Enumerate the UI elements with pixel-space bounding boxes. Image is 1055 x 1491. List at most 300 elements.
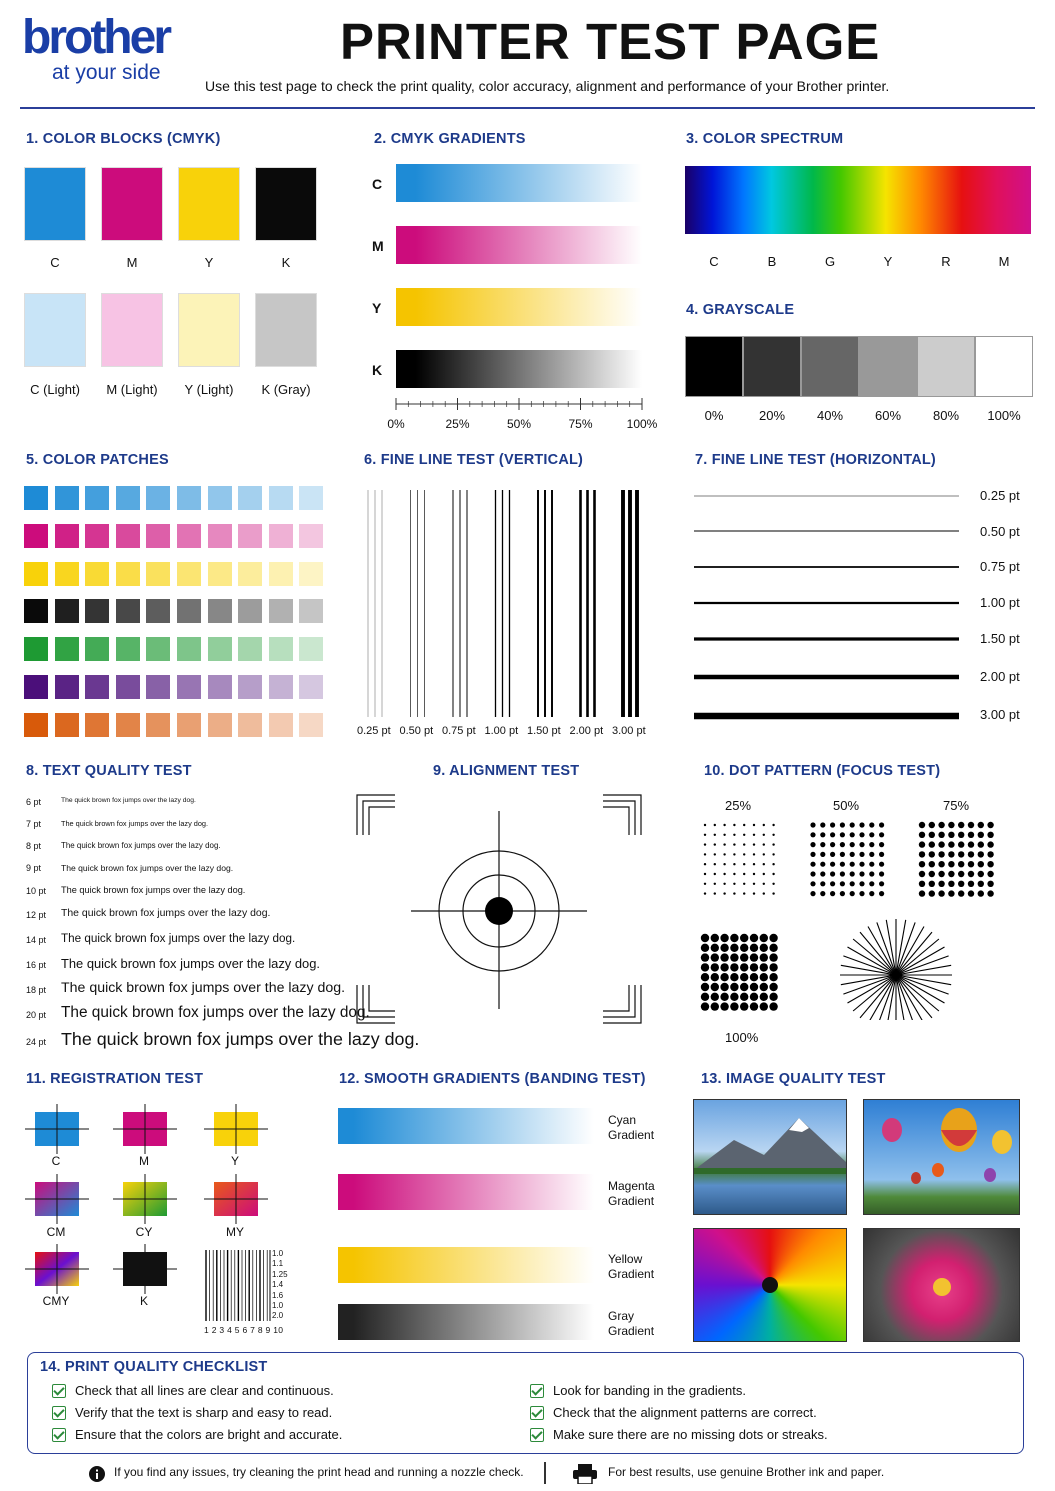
registration-scale-value: 1.6 — [272, 1290, 284, 1300]
color-patch — [269, 524, 293, 548]
focus-dot — [701, 934, 709, 942]
color-patch — [238, 524, 262, 548]
vertical-line-label: 0.75 pt — [442, 725, 476, 737]
focus-dot — [840, 832, 845, 837]
starburst-ray — [896, 975, 915, 1020]
focus-dot — [714, 834, 716, 836]
vertical-lines-chart — [360, 485, 660, 720]
focus-dot — [701, 944, 709, 952]
focus-dot — [978, 832, 984, 838]
cmyk-gradient-bar — [396, 164, 642, 202]
section-title-fine-line-vertical: 6. FINE LINE TEST (VERTICAL) — [364, 452, 584, 468]
focus-dot — [711, 963, 719, 971]
brand-logo — [22, 11, 169, 84]
focus-dot — [720, 1002, 728, 1010]
focus-dot — [720, 934, 728, 942]
focus-dot — [968, 851, 974, 857]
focus-dot — [704, 853, 706, 855]
focus-dot — [772, 883, 774, 885]
registration-label: C — [51, 1154, 61, 1168]
focus-dot — [840, 871, 845, 876]
section-title-checklist: 14. PRINT QUALITY CHECKLIST — [40, 1359, 268, 1375]
focus-dot — [929, 832, 935, 838]
color-patch — [238, 599, 262, 623]
focus-dot — [987, 871, 993, 877]
focus-dot — [740, 973, 748, 981]
focus-dot — [850, 881, 855, 886]
focus-dot — [810, 881, 815, 886]
color-patch — [299, 713, 323, 737]
focus-dot — [879, 862, 884, 867]
focus-dot — [869, 891, 874, 896]
color-patch — [269, 562, 293, 586]
focus-dot — [733, 824, 735, 826]
focus-dot — [987, 841, 993, 847]
focus-dot — [929, 822, 935, 828]
focus-dot — [958, 841, 964, 847]
focus-dot — [987, 832, 993, 838]
smooth-gradient-label-line1: Cyan — [608, 1113, 637, 1127]
focus-dot — [929, 871, 935, 877]
spectrum-label: C — [709, 254, 719, 269]
registration-label: CY — [135, 1225, 153, 1239]
registration-label: Y — [230, 1154, 239, 1168]
grayscale-step — [859, 336, 917, 397]
smooth-gradient-label-line1: Gray — [608, 1309, 635, 1323]
focus-dot — [723, 883, 725, 885]
focus-dot — [733, 853, 735, 855]
gradient-scale-label: 100% — [626, 417, 658, 431]
color-patch — [238, 713, 262, 737]
color-patch — [177, 562, 201, 586]
grayscale-label: 60% — [874, 408, 902, 423]
focus-dot — [968, 890, 974, 896]
text-quality-row — [26, 841, 356, 855]
text-size-label: 6 pt — [26, 797, 42, 807]
focus-dot — [704, 843, 706, 845]
focus-dot — [760, 993, 768, 1001]
brand-name: brother — [22, 11, 169, 64]
focus-dot — [987, 861, 993, 867]
grayscale-label: 80% — [932, 408, 960, 423]
focus-dot — [720, 993, 728, 1001]
color-patch — [55, 486, 79, 510]
color-patch — [146, 599, 170, 623]
checkbox-icon — [530, 1428, 544, 1442]
focus-dot — [701, 973, 709, 981]
color-patch — [269, 486, 293, 510]
focus-dot — [820, 852, 825, 857]
focus-dot — [869, 822, 874, 827]
text-sample: The quick brown fox jumps over the lazy dog. — [61, 863, 234, 873]
color-patch — [238, 486, 262, 510]
text-sample: The quick brown fox jumps over the lazy dog. — [61, 841, 221, 850]
registration-scale-value: 1.4 — [272, 1280, 284, 1290]
registration-label: K — [139, 1294, 148, 1308]
focus-dot — [929, 881, 935, 887]
focus-dot — [929, 851, 935, 857]
focus-dot — [740, 934, 748, 942]
color-patch — [85, 524, 109, 548]
focus-dot — [733, 873, 735, 875]
focus-dot — [859, 891, 864, 896]
color-patch — [299, 675, 323, 699]
focus-dot — [714, 873, 716, 875]
color-patch — [238, 562, 262, 586]
spectrum-label: R — [941, 254, 951, 269]
registration-scale-value: 2.0 — [272, 1311, 284, 1321]
focus-dot — [763, 892, 765, 894]
focus-dot — [850, 832, 855, 837]
focus-dot — [743, 824, 745, 826]
gradient-scale-label: 50% — [506, 417, 532, 431]
focus-dot — [714, 863, 716, 865]
focus-dot — [760, 963, 768, 971]
focus-dot — [810, 822, 815, 827]
registration-label: CM — [46, 1225, 66, 1239]
focus-dot — [760, 1002, 768, 1010]
spectrum-label: B — [767, 254, 777, 269]
section-title-registration: 11. REGISTRATION TEST — [26, 1071, 204, 1087]
text-size-label: 24 pt — [26, 1036, 47, 1047]
color-patch — [116, 637, 140, 661]
focus-dot — [820, 832, 825, 837]
color-patch — [85, 675, 109, 699]
focus-dot — [859, 862, 864, 867]
focus-dot — [919, 832, 925, 838]
focus-dot — [704, 834, 706, 836]
text-sample: The quick brown fox jumps over the lazy dog. — [61, 956, 320, 971]
focus-dot — [938, 861, 944, 867]
focus-dot — [948, 822, 954, 828]
focus-dot — [840, 852, 845, 857]
section-title-image-quality: 13. IMAGE QUALITY TEST — [701, 1071, 886, 1087]
focus-dot — [859, 822, 864, 827]
focus-dot — [869, 832, 874, 837]
color-patch — [116, 713, 140, 737]
gradient-scale-label: 75% — [568, 417, 593, 431]
smooth-gradient-bar — [338, 1247, 594, 1283]
dot-pattern-label: 100% — [725, 1030, 759, 1045]
focus-dot — [919, 871, 925, 877]
focus-dot — [743, 863, 745, 865]
focus-dot — [760, 944, 768, 952]
grayscale-step — [743, 336, 801, 397]
focus-dot — [948, 890, 954, 896]
focus-dot — [968, 822, 974, 828]
text-sample: The quick brown fox jumps over the lazy dog. — [61, 885, 246, 895]
focus-dot — [730, 944, 738, 952]
color-patch — [146, 637, 170, 661]
focus-dot — [730, 1002, 738, 1010]
focus-dot — [820, 891, 825, 896]
focus-dot — [978, 851, 984, 857]
horizontal-line-label: 0.50 pt — [980, 523, 1020, 539]
focus-dot — [763, 883, 765, 885]
focus-dot — [730, 993, 738, 1001]
focus-dot — [750, 934, 758, 942]
spectrum-label: M — [998, 254, 1010, 269]
focus-dot — [730, 963, 738, 971]
focus-dot — [743, 873, 745, 875]
color-patch — [146, 675, 170, 699]
focus-dot — [711, 973, 719, 981]
color-patch — [269, 599, 293, 623]
grayscale-label: 0% — [704, 408, 724, 423]
smooth-gradient-label-line2: Gradient — [608, 1324, 655, 1338]
focus-dot — [704, 892, 706, 894]
grayscale-label: 40% — [816, 408, 844, 423]
color-patch — [24, 675, 48, 699]
cmyk-gradient-bar — [396, 350, 642, 388]
color-patch — [146, 524, 170, 548]
grayscale-label: 20% — [758, 408, 786, 423]
cmyk-gradient-label: Y — [372, 300, 382, 316]
focus-dot — [879, 832, 884, 837]
focus-dot — [714, 843, 716, 845]
color-patch — [24, 599, 48, 623]
focus-dot — [772, 873, 774, 875]
focus-dot — [723, 863, 725, 865]
focus-dot — [753, 892, 755, 894]
vertical-line-label: 0.50 pt — [399, 725, 434, 737]
text-sample: The quick brown fox jumps over the lazy dog. — [61, 1004, 370, 1021]
page-title: PRINTER TEST PAGE — [340, 13, 881, 70]
color-patch — [85, 713, 109, 737]
focus-dot — [840, 862, 845, 867]
focus-dot — [760, 973, 768, 981]
color-block-swatch — [24, 293, 86, 367]
focus-dot — [704, 883, 706, 885]
checkbox-icon — [52, 1406, 66, 1420]
focus-dot — [701, 993, 709, 1001]
focus-dot — [711, 934, 719, 942]
focus-dot — [769, 1002, 777, 1010]
color-block-label: C (Light) — [30, 382, 80, 397]
focus-dot — [978, 861, 984, 867]
focus-dot — [879, 842, 884, 847]
horizontal-line-label: 0.75 pt — [980, 559, 1020, 574]
registration-scale-value: 1.1 — [272, 1259, 284, 1269]
focus-dot — [769, 983, 777, 991]
focus-dot — [919, 890, 925, 896]
color-block-label: Y — [204, 255, 214, 270]
horizontal-line-label: 2.00 pt — [980, 669, 1020, 684]
spectrum-label: G — [824, 254, 836, 269]
color-patch — [299, 524, 323, 548]
focus-dot — [723, 834, 725, 836]
horizontal-lines-chart — [693, 485, 963, 725]
focus-dot — [743, 843, 745, 845]
focus-dot — [753, 853, 755, 855]
horizontal-line-label: 0.25 pt — [980, 488, 1020, 503]
color-patch — [208, 599, 232, 623]
color-block-label: K — [281, 255, 291, 270]
focus-dot — [840, 891, 845, 896]
focus-dot — [850, 871, 855, 876]
color-patch — [238, 637, 262, 661]
text-size-label: 8 pt — [26, 841, 42, 851]
focus-dot — [859, 871, 864, 876]
smooth-gradient-bar — [338, 1304, 594, 1340]
color-patch — [55, 637, 79, 661]
focus-dot — [720, 953, 728, 961]
color-block-swatch — [178, 167, 240, 241]
focus-dot — [763, 853, 765, 855]
focus-dot — [714, 824, 716, 826]
focus-dot — [830, 891, 835, 896]
focus-dot — [810, 862, 815, 867]
cmyk-gradient-label: K — [372, 362, 383, 378]
focus-dot — [740, 953, 748, 961]
pink-lotus-photo — [863, 1228, 1020, 1342]
focus-dot — [820, 871, 825, 876]
focus-dot — [919, 822, 925, 828]
focus-dot — [723, 843, 725, 845]
focus-dot — [958, 861, 964, 867]
focus-dot — [763, 873, 765, 875]
focus-dot — [929, 841, 935, 847]
color-block-swatch — [24, 167, 86, 241]
focus-dot — [733, 892, 735, 894]
smooth-gradient-bar — [338, 1174, 594, 1210]
focus-dot — [753, 863, 755, 865]
focus-dot — [820, 881, 825, 886]
focus-dot — [750, 993, 758, 1001]
text-sample: The quick brown fox jumps over the lazy dog. — [61, 797, 196, 804]
focus-dot — [711, 944, 719, 952]
text-quality-row — [26, 980, 356, 1004]
focus-dot — [968, 832, 974, 838]
color-patch — [116, 562, 140, 586]
focus-dot — [919, 841, 925, 847]
spectrum-label: Y — [883, 254, 893, 269]
focus-dot — [948, 881, 954, 887]
color-patch — [299, 562, 323, 586]
color-block-label: K (Gray) — [261, 382, 311, 397]
color-patch — [55, 599, 79, 623]
focus-dot — [978, 841, 984, 847]
focus-dot — [879, 871, 884, 876]
section-title-color-blocks: 1. COLOR BLOCKS (CMYK) — [26, 131, 221, 147]
color-patch — [208, 713, 232, 737]
focus-dot — [869, 842, 874, 847]
vertical-line-label: 2.00 pt — [569, 725, 604, 737]
focus-dot — [850, 862, 855, 867]
color-patch — [55, 524, 79, 548]
focus-dot — [958, 851, 964, 857]
focus-dot — [948, 871, 954, 877]
registration-scale-numbers: 1 2 3 4 5 6 7 8 9 10 — [204, 1325, 284, 1335]
color-patch — [116, 486, 140, 510]
focus-dot — [859, 852, 864, 857]
text-quality-row — [26, 863, 356, 878]
section-title-color-patches: 5. COLOR PATCHES — [26, 452, 169, 468]
text-quality-row — [26, 797, 356, 809]
focus-dot — [772, 853, 774, 855]
focus-dot — [879, 822, 884, 827]
text-quality-row — [26, 1029, 420, 1059]
color-patch — [269, 637, 293, 661]
registration-label: MY — [226, 1225, 244, 1239]
focus-dot — [740, 944, 748, 952]
smooth-gradient-label-line2: Gradient — [608, 1267, 655, 1281]
focus-dot — [938, 890, 944, 896]
color-block-label: M — [126, 255, 138, 270]
focus-dot — [743, 892, 745, 894]
focus-dot — [859, 881, 864, 886]
focus-dot — [772, 863, 774, 865]
focus-dot — [714, 853, 716, 855]
checklist-item: Ensure that the colors are bright and accurate. — [75, 1427, 343, 1442]
focus-dot — [723, 853, 725, 855]
focus-dot — [701, 983, 709, 991]
focus-dot — [704, 873, 706, 875]
grayscale-label: 100% — [987, 408, 1021, 423]
focus-dot — [753, 883, 755, 885]
color-patch — [177, 713, 201, 737]
focus-dot — [750, 1002, 758, 1010]
color-patch — [208, 524, 232, 548]
text-size-label: 10 pt — [26, 885, 47, 896]
focus-dot — [760, 983, 768, 991]
focus-dot — [711, 953, 719, 961]
focus-dot — [879, 852, 884, 857]
color-patch — [299, 486, 323, 510]
focus-dot — [763, 863, 765, 865]
starburst-ray — [877, 975, 896, 1020]
focus-dot — [958, 890, 964, 896]
focus-dot — [769, 934, 777, 942]
alignment-target — [355, 793, 645, 1025]
focus-dot — [753, 873, 755, 875]
checkbox-icon — [52, 1384, 66, 1398]
color-patch — [116, 524, 140, 548]
registration-scale-value: 1.0 — [272, 1301, 284, 1310]
focus-dot — [810, 842, 815, 847]
focus-dot — [730, 953, 738, 961]
focus-dot — [769, 963, 777, 971]
section-title-fine-line-horizontal: 7. FINE LINE TEST (HORIZONTAL) — [695, 452, 936, 468]
color-patch — [24, 562, 48, 586]
focus-dot — [750, 983, 758, 991]
text-size-label: 12 pt — [26, 909, 47, 920]
focus-dot — [958, 822, 964, 828]
focus-dot — [830, 822, 835, 827]
color-spectrum-bar — [685, 166, 1031, 234]
dot-pattern-label: 25% — [725, 798, 752, 813]
text-size-label: 20 pt — [26, 1009, 47, 1020]
dot-pattern-grids — [700, 820, 1000, 1020]
focus-dot — [820, 862, 825, 867]
focus-dot — [948, 861, 954, 867]
focus-dot — [772, 892, 774, 894]
color-patch — [55, 562, 79, 586]
color-patch — [85, 486, 109, 510]
color-patch — [299, 637, 323, 661]
text-size-label: 7 pt — [26, 819, 42, 829]
gradient-scale-axis — [390, 395, 650, 415]
text-quality-row — [26, 956, 356, 978]
section-title-dot-pattern: 10. DOT PATTERN (FOCUS TEST) — [704, 763, 941, 779]
focus-dot — [750, 963, 758, 971]
smooth-gradient-label-line2: Gradient — [608, 1128, 655, 1142]
focus-dot — [987, 881, 993, 887]
color-patch — [146, 713, 170, 737]
footer-divider — [544, 1462, 546, 1484]
grayscale-step — [917, 336, 975, 397]
text-quality-row — [26, 885, 356, 901]
